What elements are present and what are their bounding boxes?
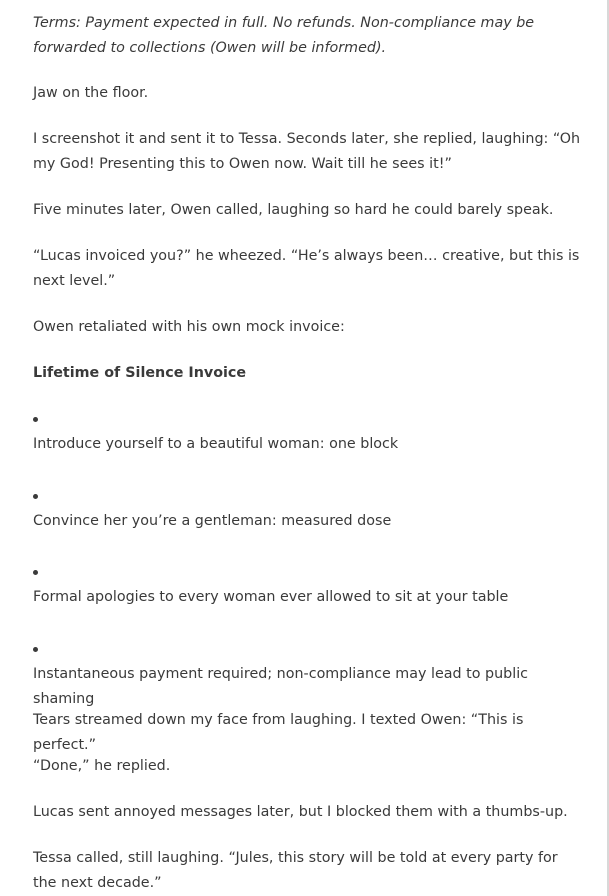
paragraph-owen-called: Five minutes later, Owen called, laughing so hard he could barely speak.: [33, 202, 554, 218]
paragraph-screenshot: I screenshot it and sent it to Tessa. Seconds later, she replied, laughing: “Oh my God! Presenting this to Owen now. Wait till he sees it!”: [33, 131, 581, 172]
terms-paragraph: Terms: Payment expected in full. No refunds. Non-compliance may be forwarded to collections (Owen will be informed).: [33, 15, 535, 56]
paragraph-tears: Tears streamed down my face from laughing. I texted Owen: “This is perfect.”: [33, 712, 524, 753]
list-item-text: Instantaneous payment required; non-compliance may lead to public shaming: [33, 666, 529, 707]
paragraph-tessa-called: Tessa called, still laughing. “Jules, this story will be told at every party for the next decade.”: [33, 850, 558, 891]
paragraph-lucas-annoyed: Lucas sent annoyed messages later, but I blocked them with a thumbs-up.: [33, 804, 568, 820]
paragraph-jaw: Jaw on the floor.: [33, 85, 149, 101]
list-item-text: Convince her you’re a gentleman: measured dose: [33, 513, 392, 529]
paragraph-lucas-invoiced: “Lucas invoiced you?” he wheezed. “He’s always been… creative, but this is next level.”: [33, 248, 580, 289]
paragraph-retaliated: Owen retaliated with his own mock invoice:: [33, 319, 345, 335]
bullet-icon: [33, 570, 38, 575]
bullet-icon: [33, 647, 38, 652]
list-item-text: Formal apologies to every woman ever allowed to sit at your table: [33, 589, 509, 605]
paragraph-done: “Done,” he replied.: [33, 758, 171, 774]
bullet-icon: [33, 417, 38, 422]
list-item-text: Introduce yourself to a beautiful woman: one block: [33, 436, 399, 452]
bullet-icon: [33, 494, 38, 499]
invoice-title: Lifetime of Silence Invoice: [33, 365, 247, 381]
